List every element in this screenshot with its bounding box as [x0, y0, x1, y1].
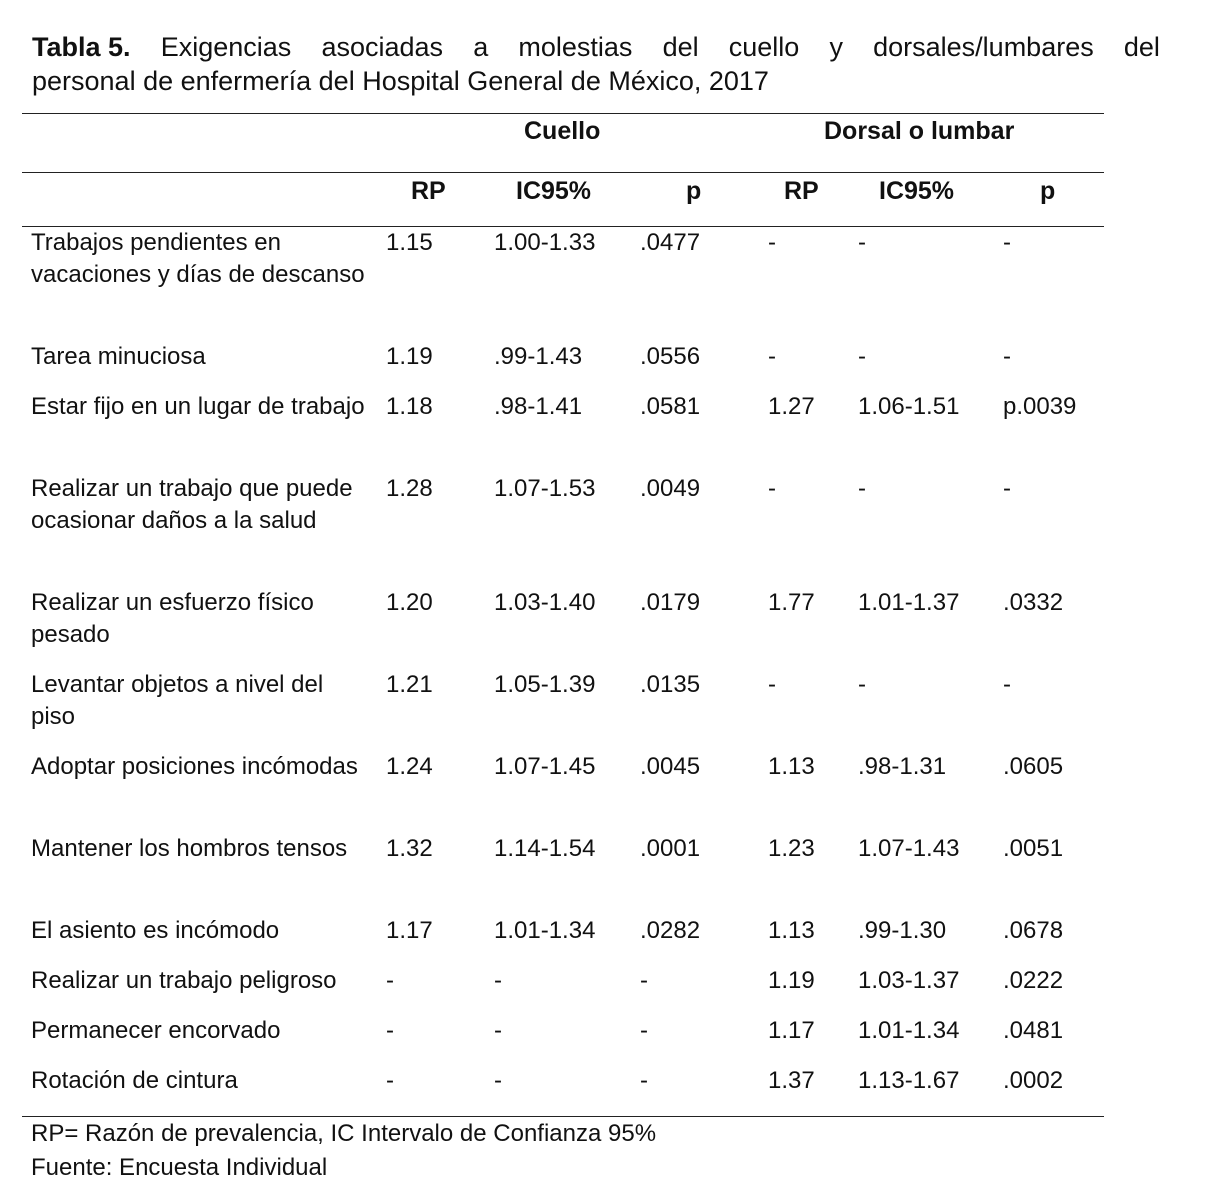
cell-ic95-dorsal: 1.01-1.37	[858, 589, 960, 616]
row-label: El asiento es incómodo	[31, 917, 280, 944]
cell-rp-dorsal: 1.23	[768, 835, 815, 862]
cell-ic95-cuello: 1.01-1.34	[494, 917, 596, 944]
cell-p-cuello: .0135	[640, 671, 701, 698]
footnote-abbreviations: RP= Razón de prevalencia, IC Intervalo de Confianza 95%	[31, 1120, 657, 1147]
column-header-p-cuello: p	[686, 177, 702, 205]
caption-word: y	[829, 32, 843, 62]
cell-ic95-cuello: 1.05-1.39	[494, 671, 596, 698]
cell-p-dorsal: -	[1003, 229, 1011, 256]
caption-word: asociadas	[321, 32, 444, 62]
cell-ic95-dorsal: .98-1.31	[858, 753, 947, 780]
cell-p-cuello: .0001	[640, 835, 701, 862]
group-header-rule	[22, 172, 1104, 173]
caption-word: del	[1123, 32, 1160, 62]
cell-p-cuello: -	[640, 967, 648, 994]
cell-p-cuello: .0282	[640, 917, 701, 944]
row-label: Adoptar posiciones incómodas	[31, 753, 358, 780]
caption-word: Exigencias	[160, 32, 292, 62]
group-header-dorsal: Dorsal o lumbar	[824, 117, 1015, 145]
cell-rp-cuello: 1.32	[386, 835, 433, 862]
cell-rp-dorsal: 1.17	[768, 1017, 815, 1044]
cell-rp-cuello: 1.28	[386, 475, 433, 502]
cell-rp-cuello: 1.15	[386, 229, 433, 256]
cell-p-cuello: .0049	[640, 475, 701, 502]
caption-word: dorsales/lumbares	[873, 32, 1094, 62]
footnote-source: Fuente: Encuesta Individual	[31, 1154, 328, 1181]
column-header-p-dorsal: p	[1040, 177, 1056, 205]
cell-ic95-cuello: -	[494, 967, 502, 994]
cell-rp-dorsal: 1.13	[768, 917, 815, 944]
cell-p-dorsal: -	[1003, 343, 1011, 370]
cell-p-cuello: .0556	[640, 343, 701, 370]
cell-rp-cuello: 1.21	[386, 671, 433, 698]
cell-p-dorsal: p.0039	[1003, 393, 1077, 420]
row-label: Estar fijo en un lugar de trabajo	[31, 393, 365, 420]
cell-rp-dorsal: 1.13	[768, 753, 815, 780]
cell-ic95-dorsal: -	[858, 343, 866, 370]
column-header-ic95-dorsal: IC95%	[879, 177, 955, 205]
row-label: Realizar un trabajo que puede ocasionar daños a la salud	[31, 475, 353, 534]
cell-rp-dorsal: 1.37	[768, 1067, 815, 1094]
cell-ic95-cuello: -	[494, 1017, 502, 1044]
cell-ic95-cuello: .99-1.43	[494, 343, 583, 370]
cell-rp-dorsal: -	[768, 229, 776, 256]
cell-ic95-dorsal: -	[858, 671, 866, 698]
cell-p-cuello: -	[640, 1067, 648, 1094]
cell-ic95-dorsal: 1.03-1.37	[858, 967, 960, 994]
cell-p-cuello: .0581	[640, 393, 701, 420]
cell-ic95-cuello: 1.14-1.54	[494, 835, 596, 862]
row-label: Rotación de cintura	[31, 1067, 238, 1094]
row-label: Tarea minuciosa	[31, 343, 206, 370]
cell-ic95-cuello: .98-1.41	[494, 393, 583, 420]
row-label: Trabajos pendientes en vacaciones y días de descanso	[31, 229, 365, 288]
caption-word: molestias	[518, 32, 633, 62]
column-header-rp-cuello: RP	[411, 177, 446, 205]
cell-ic95-cuello: 1.07-1.45	[494, 753, 596, 780]
caption-label: Tabla 5.	[32, 32, 131, 62]
cell-rp-cuello: -	[386, 1017, 394, 1044]
cell-ic95-dorsal: 1.07-1.43	[858, 835, 960, 862]
cell-p-dorsal: .0222	[1003, 967, 1064, 994]
cell-p-dorsal: -	[1003, 671, 1011, 698]
cell-ic95-dorsal: .99-1.30	[858, 917, 947, 944]
cell-rp-cuello: -	[386, 967, 394, 994]
cell-rp-cuello: 1.24	[386, 753, 433, 780]
column-header-rp-dorsal: RP	[784, 177, 819, 205]
group-header-cuello: Cuello	[524, 117, 601, 145]
cell-p-dorsal: .0051	[1003, 835, 1064, 862]
cell-ic95-dorsal: -	[858, 229, 866, 256]
cell-rp-cuello: -	[386, 1067, 394, 1094]
cell-ic95-dorsal: -	[858, 475, 866, 502]
table-top-rule	[22, 113, 1104, 114]
caption-line-1	[32, 30, 1160, 64]
cell-p-dorsal: .0002	[1003, 1067, 1064, 1094]
cell-p-dorsal: .0332	[1003, 589, 1064, 616]
row-label: Mantener los hombros tensos	[31, 835, 348, 862]
cell-rp-dorsal: 1.27	[768, 393, 815, 420]
cell-p-cuello: -	[640, 1017, 648, 1044]
cell-ic95-cuello: 1.03-1.40	[494, 589, 596, 616]
cell-ic95-dorsal: 1.13-1.67	[858, 1067, 960, 1094]
cell-rp-cuello: 1.20	[386, 589, 433, 616]
cell-ic95-dorsal: 1.06-1.51	[858, 393, 960, 420]
cell-rp-dorsal: -	[768, 475, 776, 502]
caption-word: a	[473, 32, 489, 62]
cell-p-dorsal: .0605	[1003, 753, 1064, 780]
row-label: Realizar un trabajo peligroso	[31, 967, 337, 994]
table-caption	[32, 30, 1160, 98]
cell-ic95-cuello: 1.07-1.53	[494, 475, 596, 502]
cell-ic95-dorsal: 1.01-1.34	[858, 1017, 960, 1044]
caption-line-2: personal de enfermería del Hospital General de México, 2017	[32, 66, 769, 96]
caption-word: del	[662, 32, 699, 62]
cell-p-cuello: .0045	[640, 753, 701, 780]
cell-p-cuello: .0477	[640, 229, 701, 256]
cell-rp-dorsal: -	[768, 343, 776, 370]
cell-rp-cuello: 1.18	[386, 393, 433, 420]
cell-rp-cuello: 1.17	[386, 917, 433, 944]
cell-p-cuello: .0179	[640, 589, 701, 616]
row-label: Permanecer encorvado	[31, 1017, 281, 1044]
cell-ic95-cuello: 1.00-1.33	[494, 229, 596, 256]
cell-rp-cuello: 1.19	[386, 343, 433, 370]
cell-p-dorsal: .0678	[1003, 917, 1064, 944]
caption-word: cuello	[728, 32, 800, 62]
row-label: Levantar objetos a nivel del piso	[31, 671, 324, 730]
column-header-ic95-cuello: IC95%	[516, 177, 592, 205]
row-label: Realizar un esfuerzo físico pesado	[31, 589, 314, 648]
cell-p-dorsal: .0481	[1003, 1017, 1064, 1044]
cell-ic95-cuello: -	[494, 1067, 502, 1094]
cell-p-dorsal: -	[1003, 475, 1011, 502]
cell-rp-dorsal: 1.19	[768, 967, 815, 994]
cell-rp-dorsal: -	[768, 671, 776, 698]
cell-rp-dorsal: 1.77	[768, 589, 815, 616]
